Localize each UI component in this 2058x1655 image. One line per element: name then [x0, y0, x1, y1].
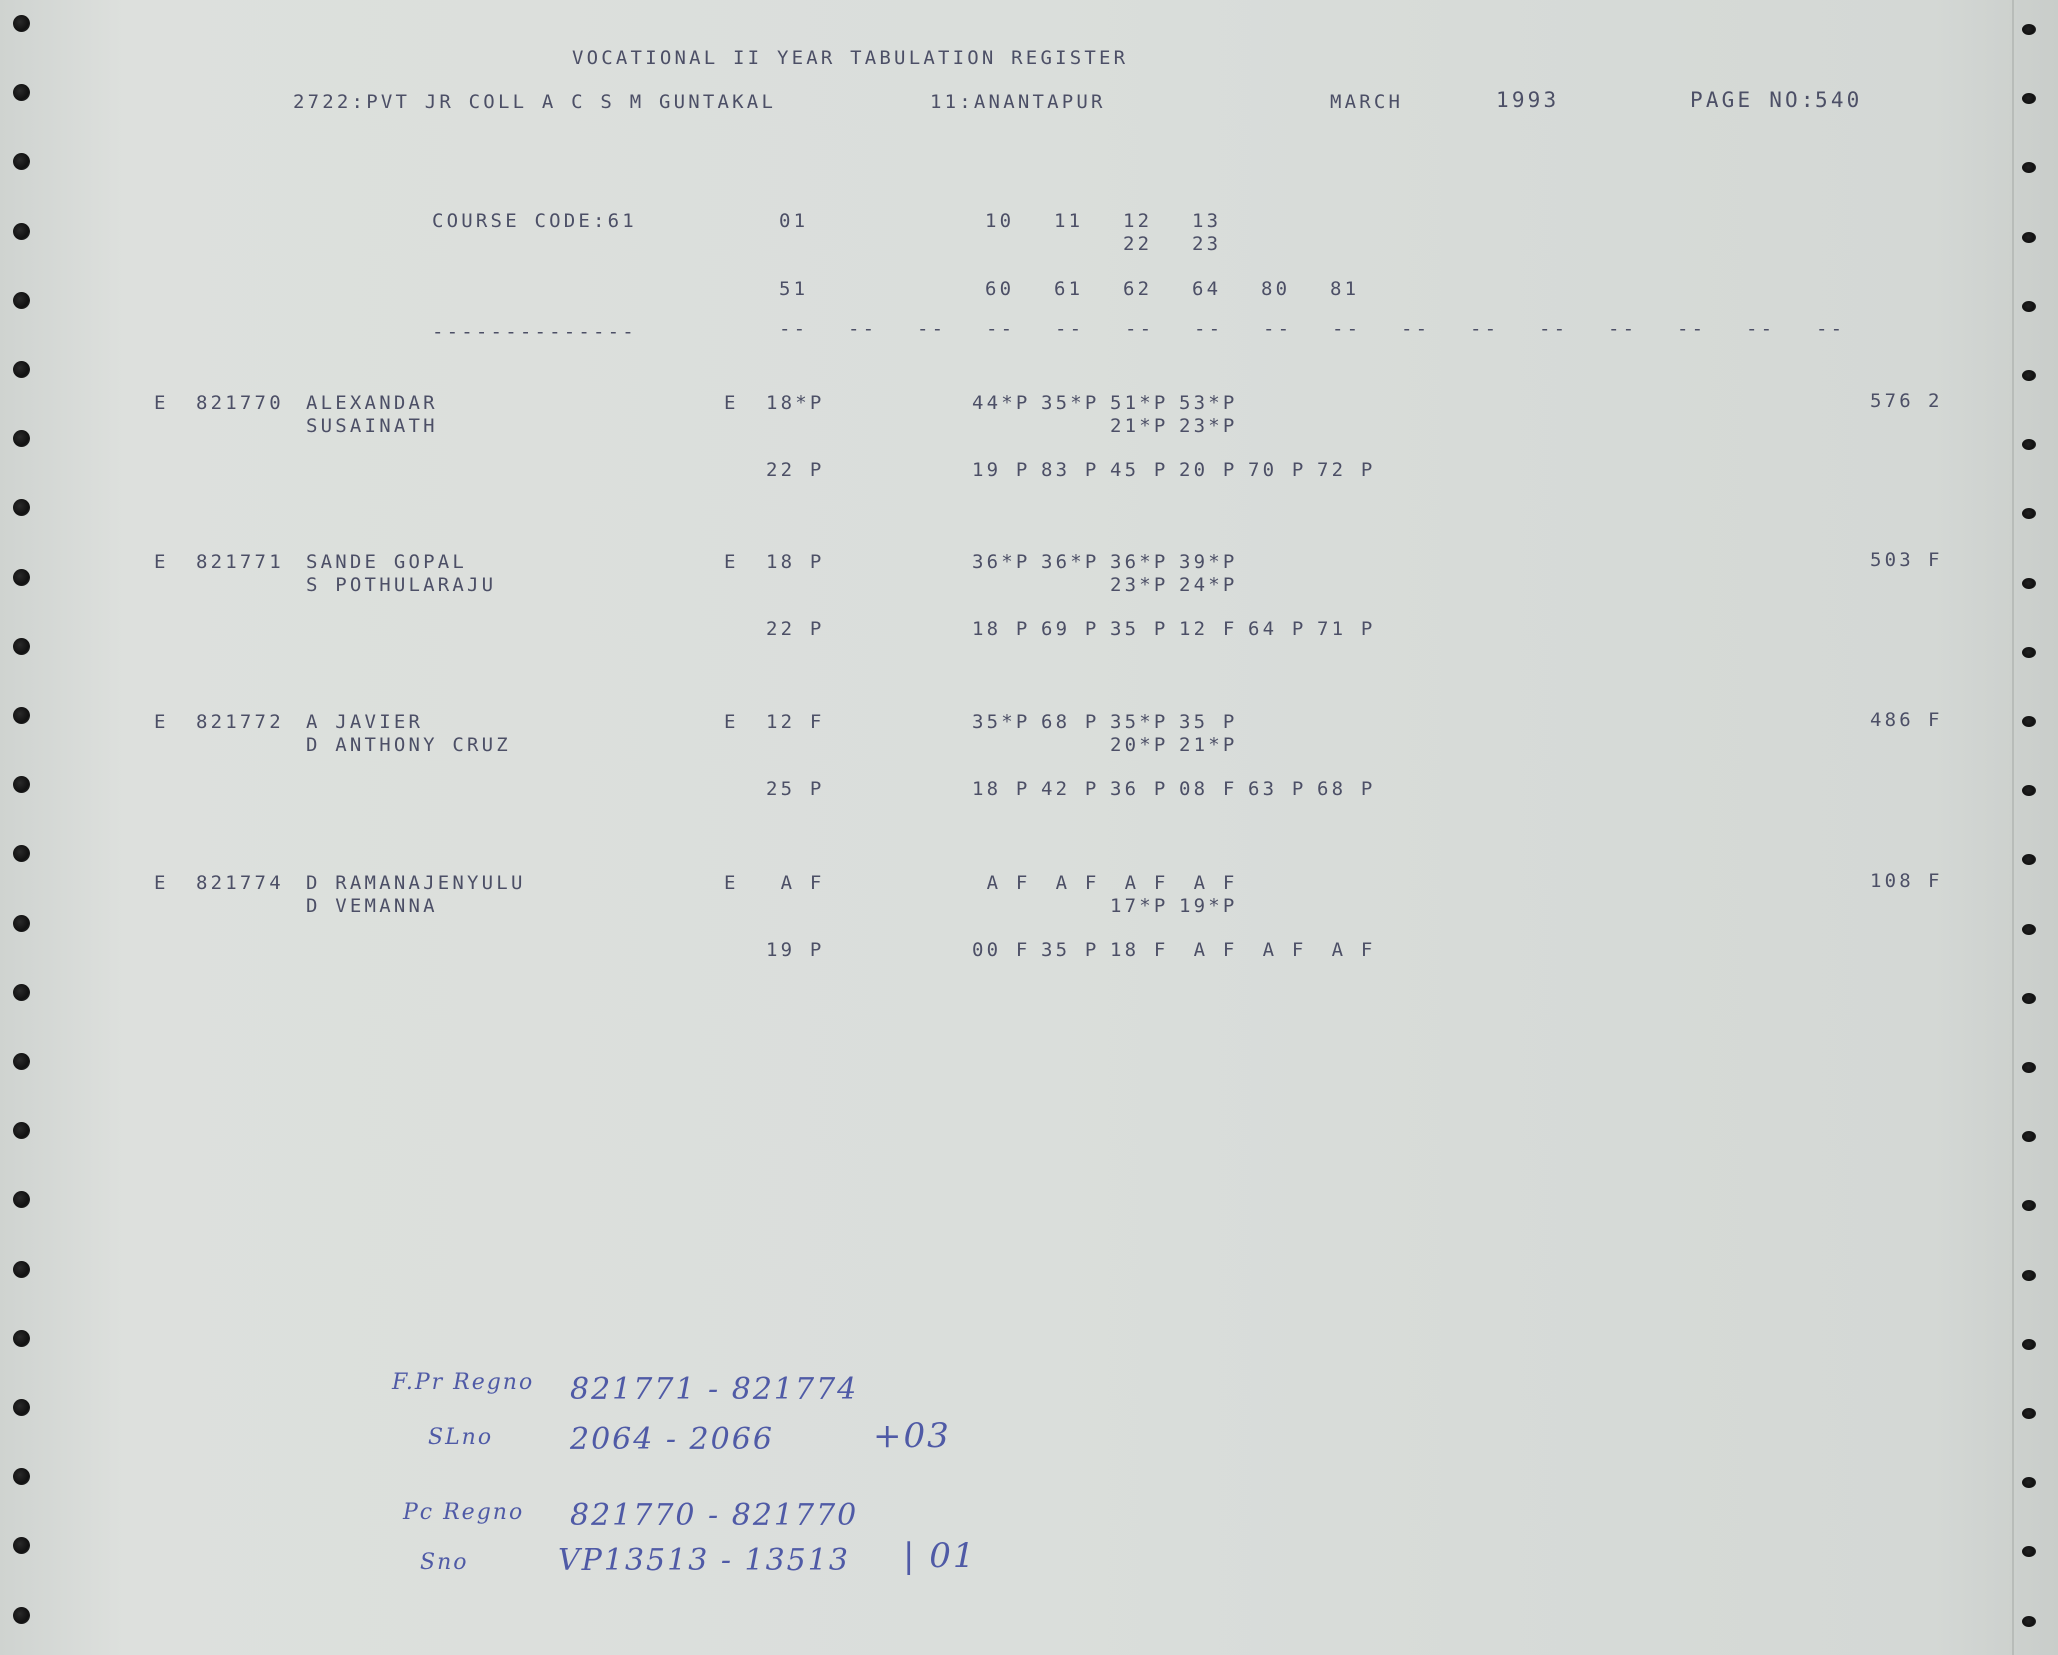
record-code: E — [154, 872, 169, 894]
plus-mark: + — [873, 1416, 904, 1456]
mark-cell: A F — [1179, 872, 1238, 894]
roll-number: 821774 — [196, 872, 284, 894]
subject-code: 60 — [985, 278, 1015, 300]
right-margin-line — [2012, 0, 2014, 1655]
record-code: E — [154, 551, 169, 573]
medium-code: E — [724, 872, 739, 894]
mark-cell: 12 F — [1179, 618, 1238, 640]
column-dash: -- — [1816, 318, 1846, 340]
tractor-hole — [2022, 370, 2036, 381]
subject-code: 51 — [779, 278, 809, 300]
tractor-hole — [2022, 1062, 2036, 1073]
column-dash: -- — [986, 318, 1016, 340]
column-dash: -- — [1539, 318, 1569, 340]
mark-cell: 42 P — [1041, 778, 1100, 800]
exam-year: 1993 — [1496, 88, 1560, 112]
tractor-hole — [13, 1053, 30, 1070]
subject-code: 01 — [779, 210, 809, 232]
tractor-hole — [2022, 1546, 2036, 1557]
handwritten-count-value: 01 — [929, 1536, 977, 1576]
tractor-hole — [2022, 93, 2036, 104]
mark-cell: 18 F — [1110, 939, 1169, 961]
mark-cell: 08 F — [1179, 778, 1238, 800]
handwritten-label: SLno — [428, 1425, 494, 1450]
roll-number: 821770 — [196, 392, 284, 414]
mark-cell: 19 P — [972, 459, 1031, 481]
tractor-hole — [13, 1399, 30, 1416]
total-marks: 576 — [1870, 390, 1914, 412]
tractor-hole — [13, 707, 30, 724]
total-marks: 108 — [1870, 870, 1914, 892]
tractor-hole — [13, 776, 30, 793]
column-dash: -- — [1401, 318, 1431, 340]
handwritten-count — [873, 1416, 951, 1456]
father-name: SUSAINATH — [306, 415, 438, 437]
tractor-hole — [2022, 1408, 2036, 1419]
tractor-hole — [2022, 578, 2036, 589]
result-code: 2 — [1928, 390, 1943, 412]
column-dash: -- — [1608, 318, 1638, 340]
subject-code: 10 — [985, 210, 1015, 232]
father-name: D VEMANNA — [306, 895, 438, 917]
column-dash: -- — [1677, 318, 1707, 340]
record-code: E — [154, 711, 169, 733]
mark-cell: 20*P — [1110, 734, 1169, 756]
result-code: F — [1928, 870, 1943, 892]
handwritten-count-value: 03 — [903, 1416, 951, 1456]
tractor-hole — [2022, 1270, 2036, 1281]
page-number-label: PAGE NO: — [1690, 88, 1817, 112]
mark-cell: 68 P — [1041, 711, 1100, 733]
college-name: 2722:PVT JR COLL A C S M GUNTAKAL — [293, 91, 777, 113]
mark-cell: 44*P — [972, 392, 1031, 414]
mark-cell: A F — [1041, 872, 1100, 894]
mark-cell: 20 P — [1179, 459, 1238, 481]
column-dash: -- — [1332, 318, 1362, 340]
subject-code: 12 — [1123, 210, 1153, 232]
subject-code: 81 — [1330, 278, 1360, 300]
tractor-hole — [13, 292, 30, 309]
subject-code: 13 — [1192, 210, 1222, 232]
medium-code: E — [724, 392, 739, 414]
mark-cell: 23*P — [1110, 574, 1169, 596]
mark-cell: 35*P — [1041, 392, 1100, 414]
tractor-hole — [13, 1261, 30, 1278]
mark-cell: 21*P — [1110, 415, 1169, 437]
tractor-hole — [2022, 647, 2036, 658]
district-name: 11:ANANTAPUR — [930, 91, 1106, 113]
course-code: COURSE CODE:61 — [432, 210, 637, 232]
subject-code: 22 — [1123, 233, 1153, 255]
tractor-hole — [2022, 508, 2036, 519]
tractor-hole — [13, 84, 30, 101]
tractor-hole — [13, 638, 30, 655]
tractor-hole — [13, 499, 30, 516]
tractor-hole — [13, 1191, 30, 1208]
tractor-hole — [2022, 1200, 2036, 1211]
medium-code: E — [724, 551, 739, 573]
mark-cell: 19 P — [766, 939, 825, 961]
mark-cell: 35 P — [1041, 939, 1100, 961]
roll-number: 821771 — [196, 551, 284, 573]
mark-cell: 22 P — [766, 459, 825, 481]
column-dash: -- — [1746, 318, 1776, 340]
mark-cell: 18 P — [766, 551, 825, 573]
tractor-hole — [13, 569, 30, 586]
tractor-hole — [2022, 1616, 2036, 1627]
mark-cell: 25 P — [766, 778, 825, 800]
mark-cell: 23*P — [1179, 415, 1238, 437]
mark-cell: A F — [1248, 939, 1307, 961]
mark-cell: 22 P — [766, 618, 825, 640]
mark-cell: 63 P — [1248, 778, 1307, 800]
tractor-hole — [13, 1537, 30, 1554]
result-code: F — [1928, 709, 1943, 731]
mark-cell: 17*P — [1110, 895, 1169, 917]
tractor-hole — [13, 223, 30, 240]
mark-cell: A F — [1110, 872, 1169, 894]
column-dash: -- — [1194, 318, 1224, 340]
student-name: D RAMANAJENYULU — [306, 872, 526, 894]
mark-cell: 45 P — [1110, 459, 1169, 481]
column-dash: -- — [779, 318, 809, 340]
column-dash: -- — [848, 318, 878, 340]
mark-cell: 36*P — [1110, 551, 1169, 573]
handwritten-range: 821771 - 821774 — [570, 1372, 859, 1407]
medium-code: E — [724, 711, 739, 733]
total-marks: 486 — [1870, 709, 1914, 731]
mark-cell: 53*P — [1179, 392, 1238, 414]
tractor-hole — [13, 361, 30, 378]
mark-cell: 00 F — [972, 939, 1031, 961]
tractor-hole — [13, 1607, 30, 1624]
tractor-hole — [2022, 1131, 2036, 1142]
tractor-hole — [13, 1122, 30, 1139]
mark-cell: 83 P — [1041, 459, 1100, 481]
tractor-hole — [13, 1468, 30, 1485]
father-name: S POTHULARAJU — [306, 574, 497, 596]
tractor-hole — [13, 1330, 30, 1347]
mark-cell: 18 P — [972, 618, 1031, 640]
tractor-hole — [13, 845, 30, 862]
mark-cell: 72 P — [1317, 459, 1376, 481]
tractor-hole — [2022, 716, 2036, 727]
mark-cell: 35*P — [972, 711, 1031, 733]
bar-mark: | — [903, 1536, 930, 1576]
mark-cell: 35 P — [1179, 711, 1238, 733]
column-dash: -- — [1055, 318, 1085, 340]
subject-code: 11 — [1054, 210, 1084, 232]
tractor-hole — [2022, 301, 2036, 312]
subject-code: 23 — [1192, 233, 1222, 255]
handwritten-range: 821770 - 821770 — [570, 1498, 859, 1533]
column-dash: -- — [917, 318, 947, 340]
mark-cell: 35*P — [1110, 711, 1169, 733]
mark-cell: 24*P — [1179, 574, 1238, 596]
tractor-hole — [2022, 785, 2036, 796]
subject-code: 64 — [1192, 278, 1222, 300]
mark-cell: 36 P — [1110, 778, 1169, 800]
tractor-hole — [2022, 924, 2036, 935]
handwritten-label: Pc Regno — [403, 1500, 525, 1525]
mark-cell: 18*P — [766, 392, 825, 414]
tractor-hole — [2022, 232, 2036, 243]
mark-cell: 70 P — [1248, 459, 1307, 481]
tractor-hole — [13, 15, 30, 32]
roll-number: 821772 — [196, 711, 284, 733]
tractor-hole — [13, 430, 30, 447]
mark-cell: A F — [1179, 939, 1238, 961]
column-dash: -- — [1263, 318, 1293, 340]
subject-code: 80 — [1261, 278, 1291, 300]
column-dash: -- — [1125, 318, 1155, 340]
tractor-hole — [2022, 993, 2036, 1004]
result-code: F — [1928, 549, 1943, 571]
exam-month: MARCH — [1330, 91, 1404, 113]
mark-cell: A F — [766, 872, 825, 894]
mark-cell: 18 P — [972, 778, 1031, 800]
tractor-hole — [2022, 439, 2036, 450]
tractor-hole — [2022, 24, 2036, 35]
handwritten-label: F.Pr Regno — [392, 1370, 535, 1395]
register-title: VOCATIONAL II YEAR TABULATION REGISTER — [572, 47, 1129, 69]
handwritten-range: VP13513 - 13513 — [558, 1543, 850, 1578]
father-name: D ANTHONY CRUZ — [306, 734, 511, 756]
tractor-hole — [13, 984, 30, 1001]
mark-cell: 64 P — [1248, 618, 1307, 640]
mark-cell: 35 P — [1110, 618, 1169, 640]
header-rule: -------------- — [432, 321, 637, 343]
tractor-hole — [2022, 1339, 2036, 1350]
subject-code: 61 — [1054, 278, 1084, 300]
mark-cell: 19*P — [1179, 895, 1238, 917]
mark-cell: 69 P — [1041, 618, 1100, 640]
mark-cell: 36*P — [1041, 551, 1100, 573]
mark-cell: 21*P — [1179, 734, 1238, 756]
mark-cell: 39*P — [1179, 551, 1238, 573]
page-number: 540 — [1815, 88, 1863, 112]
student-name: ALEXANDAR — [306, 392, 438, 414]
handwritten-count — [903, 1536, 977, 1576]
mark-cell: A F — [972, 872, 1031, 894]
record-code: E — [154, 392, 169, 414]
subject-code: 62 — [1123, 278, 1153, 300]
total-marks: 503 — [1870, 549, 1914, 571]
student-name: A JAVIER — [306, 711, 424, 733]
mark-cell: 51*P — [1110, 392, 1169, 414]
column-dash: -- — [1470, 318, 1500, 340]
tractor-hole — [13, 915, 30, 932]
student-name: SANDE GOPAL — [306, 551, 468, 573]
handwritten-range: 2064 - 2066 — [570, 1422, 774, 1457]
tractor-hole — [2022, 1477, 2036, 1488]
tractor-hole — [13, 153, 30, 170]
mark-cell: 68 P — [1317, 778, 1376, 800]
mark-cell: 12 F — [766, 711, 825, 733]
mark-cell: 71 P — [1317, 618, 1376, 640]
mark-cell: A F — [1317, 939, 1376, 961]
handwritten-label: Sno — [420, 1550, 469, 1575]
mark-cell: 36*P — [972, 551, 1031, 573]
tractor-hole — [2022, 162, 2036, 173]
tractor-hole — [2022, 854, 2036, 865]
